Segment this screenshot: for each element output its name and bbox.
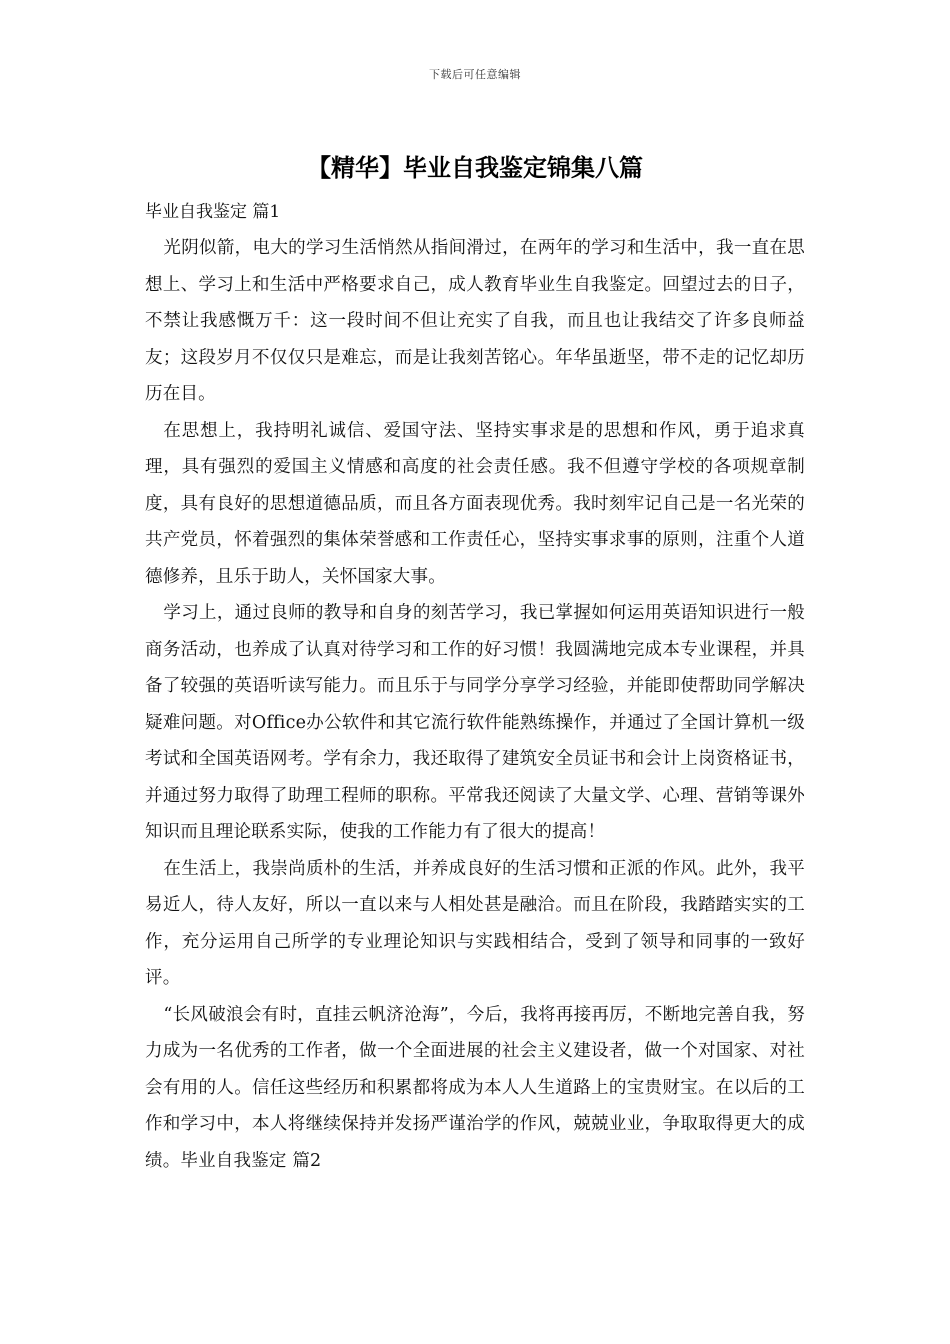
- paragraph: 在思想上，我持明礼诚信、爱国守法、坚持实事求是的思想和作风，勇于追求真理，具有强烈的爱国主义情感和高度的社会责任感。我不但遵守学校的各项规章制度，具有良好的思想道德品质，而且各方面表现优秀。我时刻牢记自己是一名光荣的共产党员，怀着强烈的集体荣誉感和工作责任心，坚持实事求事的原则，注重个人道德修养，且乐于助人，关怀国家大事。: [145, 420, 805, 587]
- section-label: 毕业自我鉴定 篇1: [145, 202, 281, 222]
- paragraph: 光阴似箭，电大的学习生活悄然从指间滑过，在两年的学习和生活中，我一直在思想上、学习上和生活中严格要求自己，成人教育毕业生自我鉴定。回望过去的日子，不禁让我感慨万千：这一段时间不但让充实了自我，而且也让我结交了许多良师益友；这段岁月不仅仅只是难忘，而是让我刻苦铭心。年华虽逝坚，带不走的记忆却历历在目。: [145, 238, 805, 404]
- document-body: [145, 230, 805, 1179]
- document-title: 【精华】毕业自我鉴定锦集八篇: [307, 153, 643, 182]
- paragraph: “长风破浪会有时，直挂云帆济沧海”，今后，我将再接再厉，不断地完善自我，努力成为一名优秀的工作者，做一个全面进展的社会主义建设者，做一个对国家、对社会有用的人。信任这些经历和积累都将成为本人人生道路上的宝贵财宝。在以后的工作和学习中，本人将继续保持并发扬严谨治学的作风，兢兢业业，争取取得更大的成绩。毕业自我鉴定 篇2: [145, 1004, 805, 1171]
- header-note: 下载后可任意编辑: [429, 68, 521, 81]
- paragraph: 学习上，通过良师的教导和自身的刻苦学习，我已掌握如何运用英语知识进行一般商务活动，也养成了认真对待学习和工作的好习惯！我圆满地完成本专业课程，并具备了较强的英语听读写能力。而且乐于与同学分享学习经验，并能即使帮助同学解决疑难问题。对Office办公软件和其它流行软件能熟练操作，并通过了全国计算机一级考试和全国英语网考。学有余力，我还取得了建筑安全员证书和会计上岗资格证书，并通过努力取得了助理工程师的职称。平常我还阅读了大量文学、心理、营销等课外知识而且理论联系实际，使我的工作能力有了很大的提高！: [145, 603, 805, 842]
- paragraph: 在生活上，我崇尚质朴的生活，并养成良好的生活习惯和正派的作风。此外，我平易近人，待人友好，所以一直以来与人相处甚是融洽。而且在阶段，我踏踏实实的工作，充分运用自己所学的专业理论知识与实践相结合，受到了领导和同事的一致好评。: [145, 858, 805, 988]
